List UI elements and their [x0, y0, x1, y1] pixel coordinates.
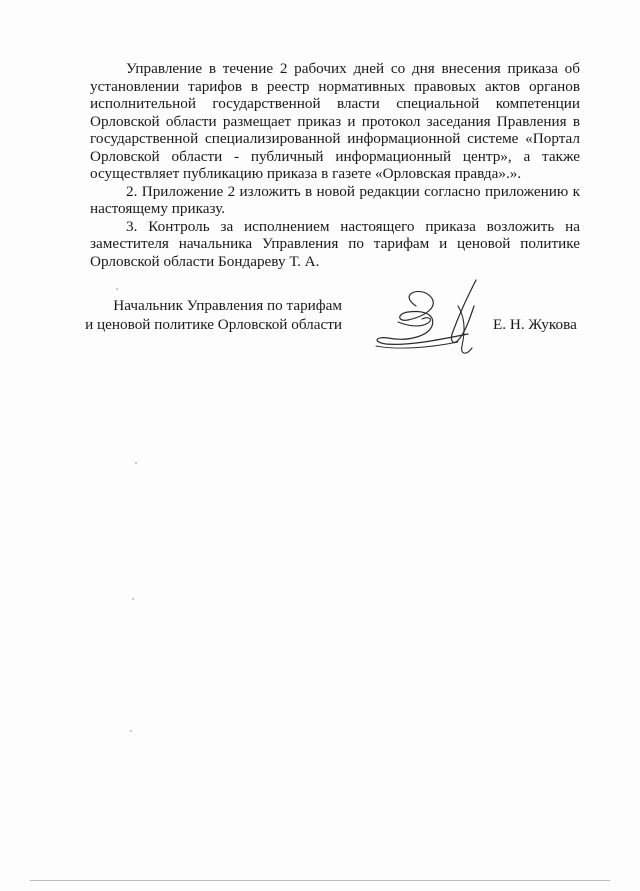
signatory-title [80, 296, 342, 334]
paragraph-control: 3. Контроль за исполнением настоящего приказа возложить на заместителя начальника Управления по тарифам и ценовой политике Орловской области Бондареву Т. А. [90, 217, 580, 270]
document-body [90, 60, 580, 270]
signatory-title-line1: Начальник Управления по тарифам [113, 297, 342, 314]
scan-speck [132, 598, 134, 600]
scan-speck [116, 288, 118, 290]
paragraph-publication: Управление в течение 2 рабочих дней со дня внесения приказа об установлении тарифов в реестр нормативных правовых актов органов исполнительной государственной власти специальной компетенции Орловской области размещает приказ и протокол заседания Правления в государственной специализированной информационной системе «Портал Орловской области - публичный информационный центр», а также осуществляет публикацию приказа в газете «Орловская правда».». [90, 60, 580, 182]
signatory-title-line2: и ценовой политике Орловской области [85, 316, 342, 333]
paragraph-appendix: 2. Приложение 2 изложить в новой редакции согласно приложению к настоящему приказу. [90, 182, 580, 217]
handwritten-signature [368, 276, 498, 366]
scan-speck [135, 462, 137, 464]
scan-bottom-edge [30, 880, 610, 881]
scan-speck [130, 730, 132, 732]
signature-block [0, 296, 640, 376]
signatory-name: Е. Н. Жукова [493, 316, 577, 333]
